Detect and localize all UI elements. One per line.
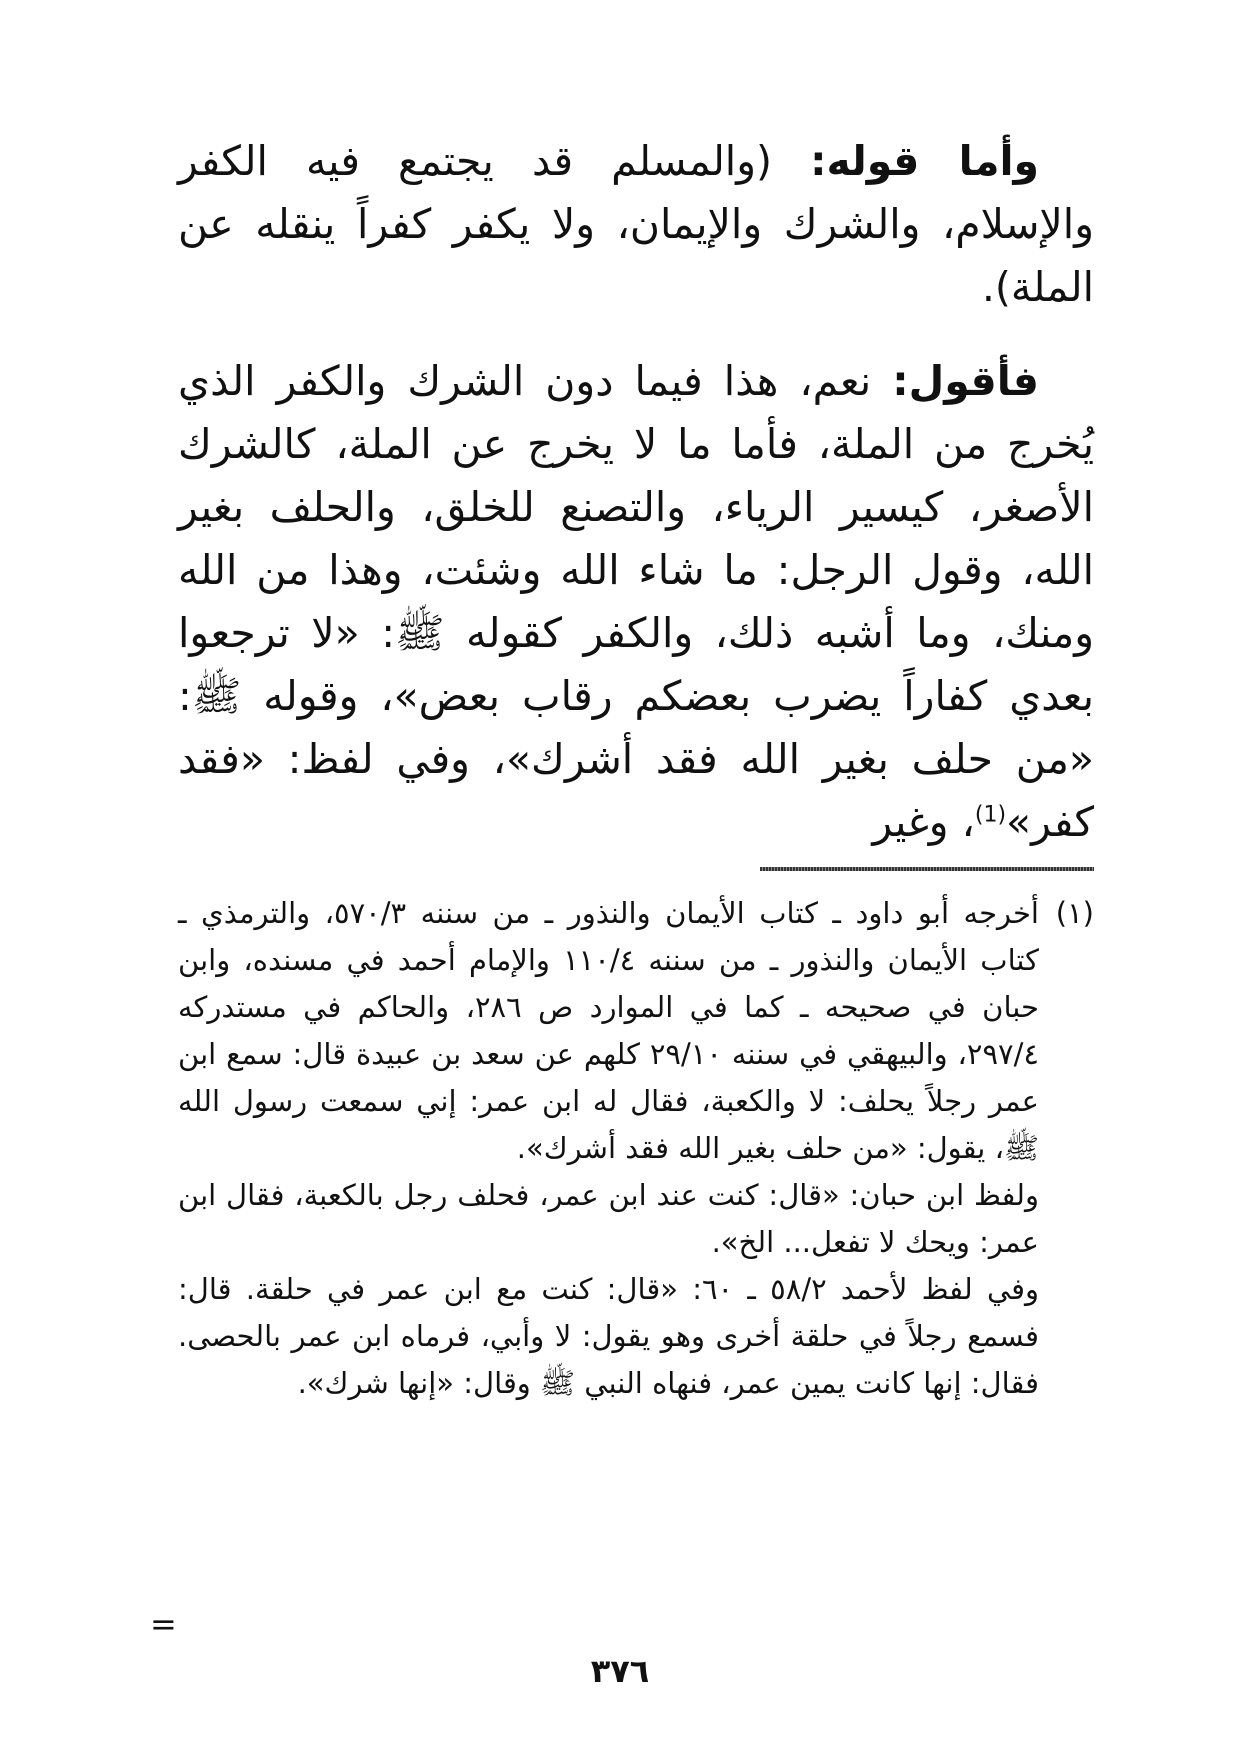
footnote-text: أخرجه أبو داود ـ كتاب الأيمان والنذور ـ من سننه ٥٧٠/٣، والترمذي ـ كتاب الأيمان والنذور ـ من سننه ١١٠/٤ والإمام أحمد في مسنده، وابن حبان في صحيحه ـ كما في الموارد ص ٢٨٦، والحاكم في مستدركه ٢٩٧/٤، والبيهقي في سننه ٢٩/١٠ كلهم عن سعد بن عبيدة قال: سمع ابن عمر رجلاً يحلف: لا والكعبة، فقال له ابن عمر: إني سمعت رسول الله ﷺ، يقول: «من حلف بغير الله فقد أشرك». [178,896,1039,1165]
body-paragraph-2 [178,350,1094,854]
paragraph-text: (والمسلم قد يجتمع فيه الكفر والإسلام، والشرك والإيمان، ولا يكفر كفراً ينقله عن الملة). [178,137,1094,311]
footnote-reference[interactable]: (1) [974,802,1007,828]
body-paragraph-1 [178,130,1094,319]
footnote-continuation-mark: = [150,1605,177,1643]
footnote-1-paragraph-3: وفي لفظ لأحمد ٥٨/٢ ـ ٦٠: «قال: كنت مع ابن عمر في حلقة. قال: فسمع رجلاً في حلقة أخرى وهو يقول: لا وأبي، فرماه ابن عمر بالحصى. فقال: إنها كانت يمين عمر، فنهاه النبي ﷺ وقال: «إنها شرك». [178,1272,1039,1400]
paragraph-text-end: ، وغير [872,798,975,846]
footnote-1-paragraph-2: ولفظ ابن حبان: «قال: كنت عند ابن عمر، فحلف رجل بالكعبة، فقال ابن عمر: ويحك لا تفعل... الخ». [178,1178,1039,1259]
footnote-separator [760,867,1094,871]
footnote-1 [178,890,1094,1172]
footnote-number: (١) [1055,896,1094,930]
paragraph-lead: وأما قوله: [810,137,1039,185]
paragraph-lead: فأقول: [892,357,1039,405]
footnotes-section [178,890,1094,1407]
paragraph-text: نعم، هذا فيما دون الشرك والكفر الذي يُخرج من الملة، فأما ما لا يخرج عن الملة، كالشرك الأصغر، كيسير الرياء، والتصنع للخلق، والحلف بغير الله، وقول الرجل: ما شاء الله وشئت، وهذا من الله ومنك، وما أشبه ذلك، والكفر كقوله ﷺ: «لا ترجعوا بعدي كفاراً يضرب بعضكم رقاب بعض»، وقوله ﷺ: «من حلف بغير الله فقد أشرك»، وفي لفظ: «فقد كفر» [178,357,1094,846]
page-number: ٣٧٦ [590,1652,650,1690]
